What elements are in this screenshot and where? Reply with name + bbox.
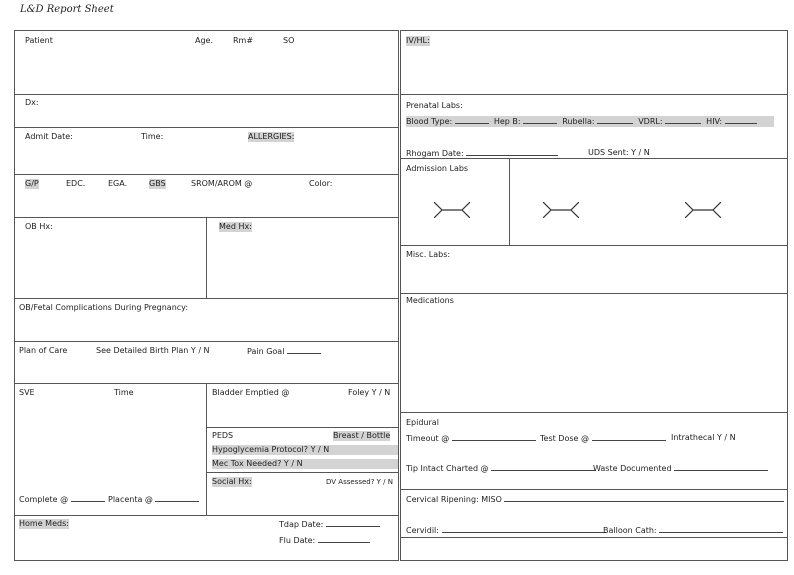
color-label: Color: (309, 179, 333, 188)
tdap-text: Tdap Date: (279, 520, 324, 529)
lab-fishbone-icon (543, 202, 579, 218)
ega-label: EGA. (108, 179, 128, 188)
flu-text: Flu Date: (279, 536, 316, 545)
sve-label: SVE (19, 388, 35, 397)
pain-goal-text: Pain Goal (247, 347, 285, 356)
divider (509, 159, 510, 245)
edc-label: EDC. (66, 179, 86, 188)
cervidil-label (406, 525, 606, 536)
left-panel (14, 30, 399, 561)
divider (15, 515, 398, 516)
breast-bottle-label: Breast / Bottle (333, 431, 391, 440)
rhogam-label (406, 148, 558, 159)
tdap-label (279, 519, 380, 530)
tip-intact-text: Tip Intact Charted @ (406, 464, 489, 473)
complications-label: OB/Fetal Complications During Pregnancy: (19, 303, 189, 312)
hiv-text: HIV: (706, 117, 723, 126)
intrathecal-label: Intrathecal Y / N (671, 433, 736, 442)
sheet-title: L&D Report Sheet (20, 4, 114, 15)
iv-hl-label: IV/HL: (406, 36, 430, 45)
ob-hx-label: OB Hx: (25, 222, 53, 231)
med-hx-label: Med Hx: (219, 222, 252, 231)
rhogam-text: Rhogam Date: (406, 149, 464, 158)
peds-label: PEDS (212, 431, 234, 440)
blood-type-text: Blood Type: (406, 117, 453, 126)
prenatal-labs-label: Prenatal Labs: (406, 101, 463, 110)
placenta-blank[interactable] (155, 494, 199, 502)
mec-tox-label: Mec Tox Needed? Y / N (212, 459, 398, 469)
divider (207, 427, 398, 428)
lab-fishbone-icon (434, 202, 470, 218)
test-dose-label (540, 433, 666, 444)
flu-blank[interactable] (318, 535, 370, 543)
divider (401, 489, 787, 490)
divider (15, 94, 398, 95)
social-hx-label: Social Hx: (212, 477, 252, 486)
epidural-label: Epidural (406, 418, 439, 427)
pain-goal-blank[interactable] (287, 346, 321, 354)
balloon-cath-text: Balloon Cath: (603, 526, 657, 535)
rhogam-blank[interactable] (466, 148, 558, 156)
foley-label: Foley Y / N (348, 388, 391, 397)
divider (401, 412, 787, 413)
dx-label: Dx: (25, 98, 39, 107)
divider (15, 341, 398, 342)
tdap-blank[interactable] (326, 519, 380, 527)
divider (206, 384, 207, 515)
rubella-text: Rubella: (562, 117, 595, 126)
medications-label: Medications (406, 296, 454, 305)
waste-documented-text: Waste Documented (593, 464, 672, 473)
tip-intact-blank[interactable] (491, 463, 595, 471)
prenatal-labs-row (406, 116, 774, 127)
divider (206, 218, 207, 298)
hiv-blank[interactable] (725, 116, 757, 124)
gp-label: G/P (25, 179, 39, 188)
test-dose-blank[interactable] (592, 433, 666, 441)
patient-label: Patient (25, 36, 53, 45)
complete-label (19, 494, 105, 505)
uds-sent-label: UDS Sent: Y / N (588, 148, 650, 157)
vdrl-text: VDRL: (638, 117, 663, 126)
cervical-ripening-blank[interactable] (504, 494, 784, 502)
complete-blank[interactable] (71, 494, 105, 502)
srom-label: SROM/AROM @ (191, 179, 253, 188)
vdrl-blank[interactable] (665, 116, 701, 124)
birth-plan-label: See Detailed Birth Plan Y / N (96, 346, 210, 355)
hep-b-text: Hep B: (493, 117, 521, 126)
gbs-label: GBS (149, 179, 166, 188)
timeout-text: Timeout @ (406, 434, 450, 443)
age-label: Age. (195, 36, 214, 45)
dv-assessed-label: DV Assessed? Y / N (326, 478, 393, 486)
hypoglycemia-label: Hypoglycemia Protocol? Y / N (212, 445, 398, 455)
complete-text: Complete @ (19, 495, 69, 504)
divider (401, 245, 787, 246)
divider (15, 298, 398, 299)
timeout-label (406, 433, 536, 444)
divider (207, 472, 398, 473)
placenta-text: Placenta @ (108, 495, 153, 504)
right-panel (400, 30, 788, 561)
sve-time-label: Time (114, 388, 134, 397)
admit-date-label: Admit Date: (25, 132, 73, 141)
admission-labs-label: Admission Labs (406, 164, 469, 173)
cervidil-text: Cervidil: (406, 526, 439, 535)
home-meds-label: Home Meds: (19, 519, 69, 528)
admit-time-label: Time: (141, 132, 164, 141)
flu-label (279, 535, 370, 546)
test-dose-text: Test Dose @ (540, 434, 589, 443)
divider (401, 293, 787, 294)
room-label: Rm# (233, 36, 254, 45)
waste-documented-blank[interactable] (674, 463, 768, 471)
plan-of-care-label: Plan of Care (19, 346, 68, 355)
timeout-blank[interactable] (452, 433, 536, 441)
waste-documented-label (593, 463, 768, 474)
cervical-ripening-label (406, 494, 784, 505)
lab-fishbone-icon (685, 202, 721, 218)
allergies-label: ALLERGIES: (248, 132, 295, 141)
rubella-blank[interactable] (597, 116, 633, 124)
divider (401, 537, 787, 538)
placenta-label (108, 494, 199, 505)
bladder-emptied-label: Bladder Emptied @ (212, 388, 290, 397)
misc-labs-label: Misc. Labs: (406, 250, 451, 259)
so-label: SO (283, 36, 295, 45)
cervical-ripening-text: Cervical Ripening: MISO (406, 495, 502, 504)
tip-intact-label (406, 463, 595, 474)
cervidil-blank[interactable] (442, 525, 606, 533)
hep-b-blank[interactable] (523, 116, 557, 124)
balloon-cath-label (603, 525, 783, 536)
blood-type-blank[interactable] (455, 116, 489, 124)
divider (401, 94, 787, 95)
divider (15, 127, 398, 128)
divider (15, 174, 398, 175)
balloon-cath-blank[interactable] (659, 525, 783, 533)
pain-goal-label (247, 346, 321, 357)
